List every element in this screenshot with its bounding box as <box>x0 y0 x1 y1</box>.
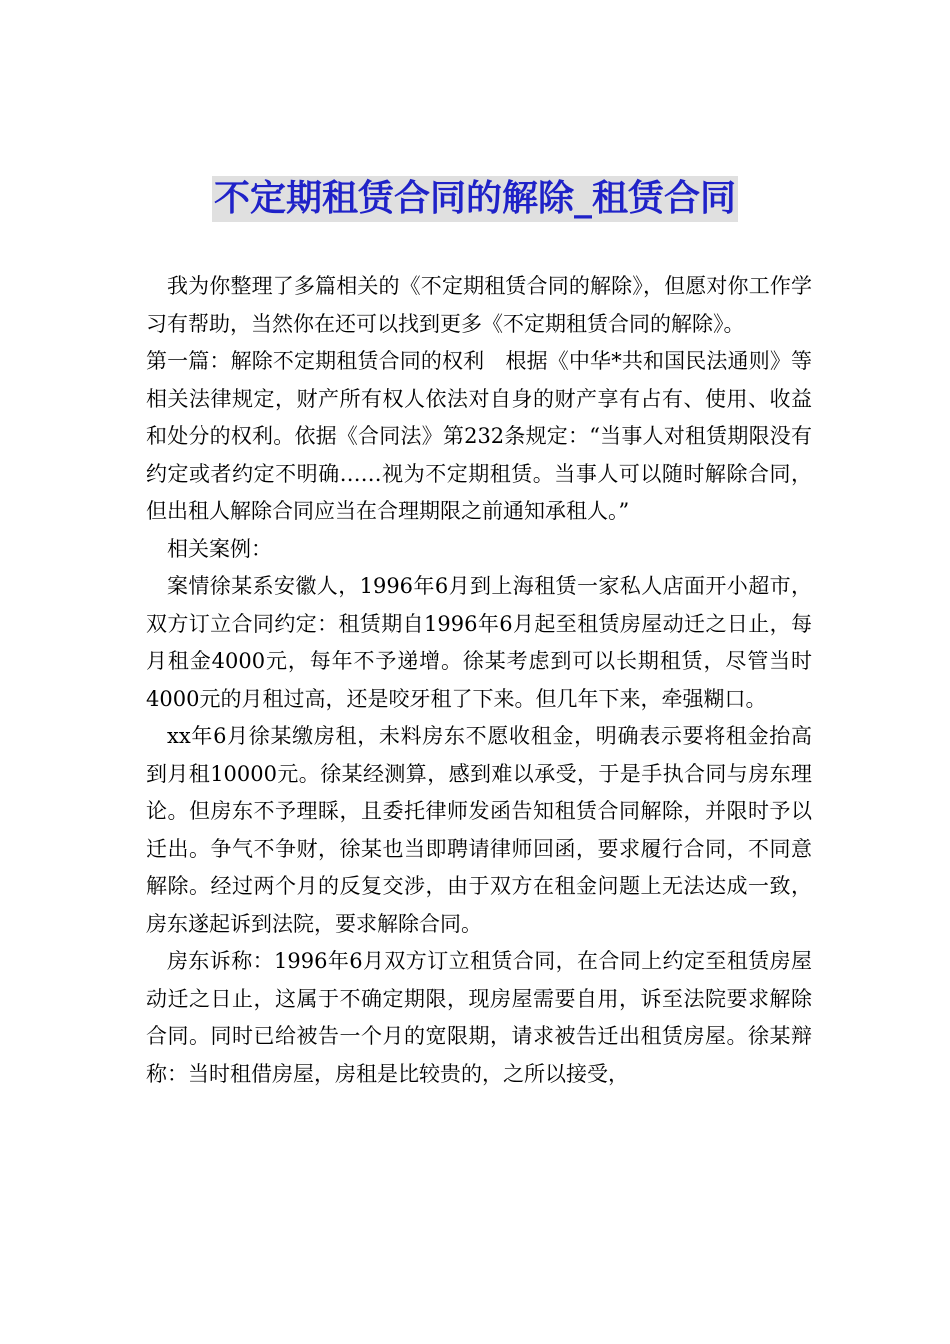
document-body <box>146 268 812 1093</box>
section-one-paragraph: 第一篇：解除不定期租赁合同的权利 根据《中华*共和国民法通则》等相关法律规定，财产所有权人依法对自身的财产享有占有、使用、收益和处分的权利。依据《合同法》第232条规定：“当事人对租赁期限没有约定或者约定不明确……视为不定期租赁。当事人可以随时解除合同，但出租人解除合同应当在合理期限之前通知承租人。” <box>146 349 812 523</box>
page-title: 不定期租赁合同的解除_租赁合同 <box>212 176 738 222</box>
case-facts-paragraph: 案情徐某系安徽人，1996年6月到上海租赁一家私人店面开小超市，双方订立合同约定：租赁期自1996年6月起至租赁房屋动迁之日止，每月租金4000元，每年不予递增。徐某考虑到可以长期租赁，尽管当时4000元的月租过高，还是咬牙租了下来。但几年下来，牵强糊口。 <box>146 574 812 711</box>
intro-paragraph: 我为你整理了多篇相关的《不定期租赁合同的解除》，但愿对你工作学习有帮助，当然你在还可以找到更多《不定期租赁合同的解除》。 <box>146 274 812 336</box>
title-container <box>0 176 950 222</box>
related-cases-heading: 相关案例： <box>167 536 272 561</box>
case-dispute-paragraph: xx年6月徐某缴房租，未料房东不愿收租金，明确表示要将租金抬高到月租10000元。徐某经测算，感到难以承受，于是手执合同与房东理论。但房东不予理睬，且委托律师发函告知租赁合同解除，并限时予以迁出。争气不争财，徐某也当即聘请律师回函，要求履行合同，不同意解除。经过两个月的反复交涉，由于双方在租金问题上无法达成一致，房东遂起诉到法院，要求解除合同。 <box>146 724 812 936</box>
landlord-claim-paragraph: 房东诉称：1996年6月双方订立租赁合同，在合同上约定至租赁房屋动迁之日止，这属于不确定期限，现房屋需要自用，诉至法院要求解除合同。同时已给被告一个月的宽限期，请求被告迁出租赁房屋。徐某辩称：当时租借房屋，房租是比较贵的，之所以接受， <box>146 949 812 1086</box>
